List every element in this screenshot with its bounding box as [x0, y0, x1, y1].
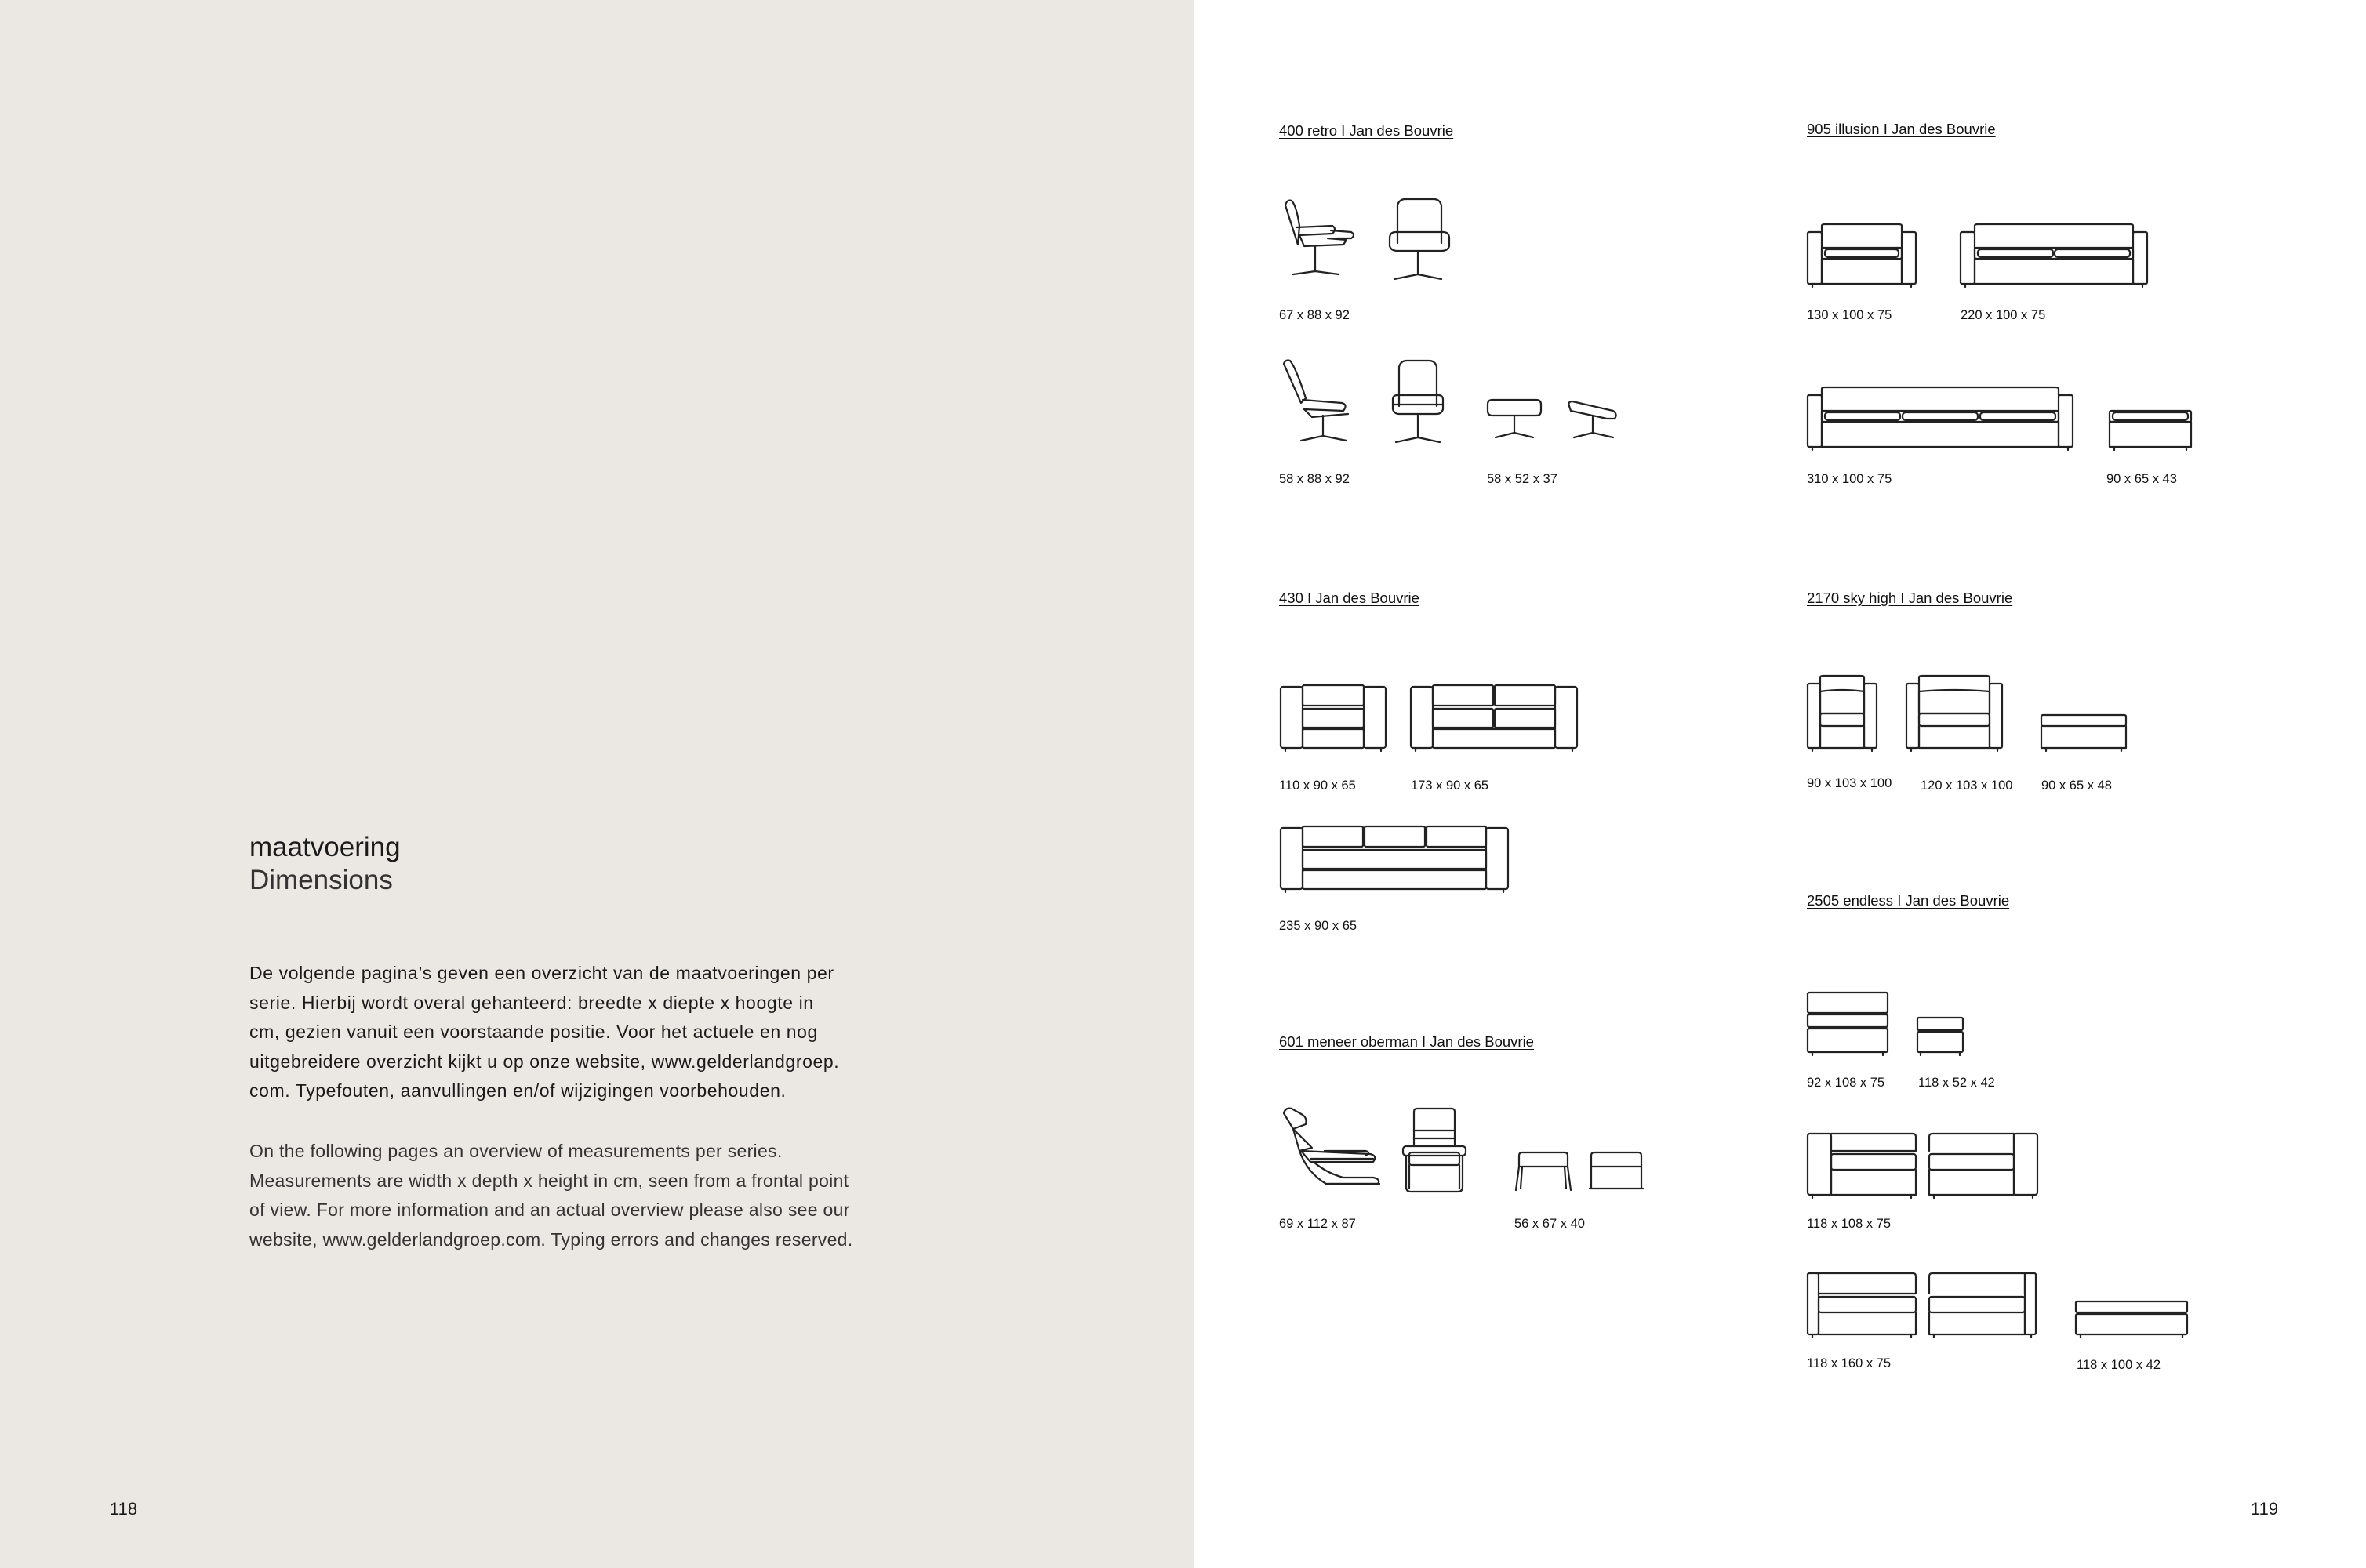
intro-dutch-line: serie. Hierbij wordt overal gehanteerd: breedte x diepte x hoogte in	[249, 992, 814, 1013]
section-title: maatvoering	[249, 832, 401, 862]
ottoman-2170-drawing	[2040, 713, 2130, 756]
dimension-label: 130 x 100 x 75	[1807, 308, 1892, 322]
dimension-label: 69 x 112 x 87	[1279, 1217, 1356, 1231]
dimension-label: 90 x 103 x 100	[1807, 776, 1892, 790]
dimension-label: 173 x 90 x 65	[1411, 779, 1489, 793]
chaise-left-2505-drawing	[1806, 1272, 1920, 1342]
armchair-2505-drawing	[1806, 991, 1891, 1058]
intro-dutch-line: De volgende pagina’s geven een overzicht van de maatvoeringen per	[249, 963, 834, 983]
series-title-2505-endless: 2505 endless I Jan des Bouvrie	[1807, 892, 2010, 909]
chaise-right-2505-drawing	[1928, 1272, 2041, 1342]
sofa-2170-drawing	[1905, 674, 2007, 754]
dimension-label: 67 x 88 x 92	[1279, 308, 1350, 322]
series-title-905-illusion: 905 illusion I Jan des Bouvrie	[1807, 121, 1996, 137]
dimension-label: 90 x 65 x 43	[2106, 472, 2177, 486]
dimension-label: 92 x 108 x 75	[1807, 1076, 1885, 1090]
ottoman-drawing	[2108, 409, 2194, 453]
sofa-small-drawing	[1806, 223, 1920, 289]
series-title-430: 430 I Jan des Bouvrie	[1279, 590, 1419, 606]
armchair-front-drawing	[1387, 196, 1457, 290]
recliner-front-drawing	[1387, 359, 1457, 453]
lounge-chair-front-drawing	[1400, 1107, 1474, 1200]
lounge-chair-side-drawing	[1279, 1107, 1385, 1200]
dimension-label: 110 x 90 x 65	[1279, 779, 1356, 793]
dimension-label: 118 x 160 x 75	[1807, 1356, 1892, 1370]
sofa-medium-drawing	[1959, 223, 2151, 289]
dimension-label: 56 x 67 x 40	[1514, 1217, 1585, 1231]
intro-english	[249, 1137, 1034, 1254]
intro-english-line: Measurements are width x depth x height in cm, seen from a frontal point	[249, 1170, 849, 1191]
dimension-label: 118 x 108 x 75	[1807, 1217, 1892, 1231]
intro-dutch	[249, 959, 1034, 1106]
sofa-430-2seat-drawing	[1409, 684, 1582, 754]
armchair-side-drawing	[1281, 196, 1375, 290]
sofa-large-drawing	[1806, 386, 2077, 452]
end-module-2505-drawing	[1928, 1132, 2041, 1201]
dimension-label: 118 x 52 x 42	[1918, 1076, 1995, 1090]
series-title-400-retro: 400 retro I Jan des Bouvrie	[1279, 122, 1454, 139]
dimension-label: 90 x 65 x 48	[2041, 779, 2112, 793]
page-number-right: 119	[2251, 1499, 2279, 1519]
dimension-label: 235 x 90 x 65	[1279, 919, 1357, 933]
footstool-601-front-drawing	[1514, 1152, 1577, 1200]
intro-dutch-line: com. Typefouten, aanvullingen en/of wijzigingen voorbehouden.	[249, 1080, 787, 1101]
recliner-side-drawing	[1281, 359, 1375, 453]
dimension-label: 220 x 100 x 75	[1961, 308, 2046, 322]
right-page	[1194, 0, 2366, 1568]
footstool-side-drawing	[1565, 400, 1635, 455]
series-title-601-meneer-oberman: 601 meneer oberman I Jan des Bouvrie	[1279, 1033, 1534, 1050]
dimension-label: 58 x 88 x 92	[1279, 472, 1350, 486]
footstool-601-side-drawing	[1588, 1152, 1651, 1200]
armchair-2170-drawing	[1806, 674, 1881, 754]
corner-module-2505-drawing	[1806, 1132, 1920, 1201]
intro-english-line: website, www.gelderlandgroep.com. Typing errors and changes reserved.	[249, 1229, 853, 1250]
intro-dutch-line: uitgebreidere overzicht kijkt u op onze website, www.gelderlandgroep.	[249, 1051, 840, 1072]
sofa-430-3seat-drawing	[1279, 825, 1514, 895]
stool-2505-drawing	[1916, 1016, 1968, 1058]
page-number-left: 118	[110, 1499, 138, 1519]
series-title-2170-sky-high: 2170 sky high I Jan des Bouvrie	[1807, 590, 2013, 606]
lounge-bench-2505-drawing	[2074, 1300, 2192, 1342]
intro-english-line: of view. For more information and an actual overview please also see our	[249, 1200, 850, 1220]
section-subtitle: Dimensions	[249, 865, 393, 895]
dimension-label: 118 x 100 x 42	[2077, 1358, 2161, 1372]
intro-dutch-line: cm, gezien vanuit een voorstaande positie. Voor het actuele en nog	[249, 1022, 818, 1042]
dimension-label: 58 x 52 x 37	[1487, 472, 1557, 486]
intro-english-line: On the following pages an overview of measurements per series.	[249, 1141, 783, 1161]
dimension-label: 310 x 100 x 75	[1807, 472, 1892, 486]
armchair-430-drawing	[1279, 684, 1389, 754]
dimension-label: 120 x 103 x 100	[1921, 779, 2013, 793]
footstool-front-drawing	[1486, 400, 1549, 455]
